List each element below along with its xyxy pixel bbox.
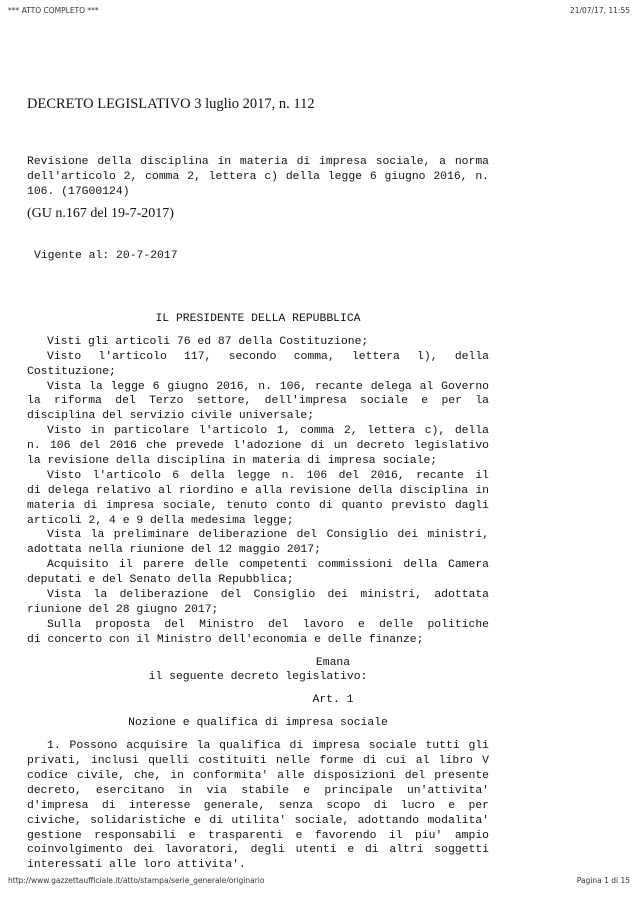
spacer	[27, 708, 489, 716]
premise-line: Visto l'articolo 117, secondo comma, lettera l), della	[47, 350, 489, 363]
decree-subtitle	[27, 155, 489, 200]
premise-line: di concerto con il Ministro dell'economia e delle finanze;	[27, 633, 424, 646]
premise-line: Vista la deliberazione del Consiglio dei ministri, adottata	[47, 589, 489, 602]
premise-line: la riforma del Terzo settore, dell'impresa sociale e per la	[27, 395, 489, 408]
premise-line: di delega relativo al riordino e alla revisione della disciplina in	[27, 484, 489, 497]
article-line: coinvolgimento dei lavoratori, degli utenti e di altri soggetti	[27, 844, 489, 857]
article-line: privati, inclusi quelli costituiti nelle forme di cui al libro V	[27, 755, 489, 768]
article-line: interessati alle loro attivita'.	[27, 859, 246, 872]
emana-label: Emana	[315, 656, 351, 669]
article-line: decreto, esercitano in via stabile e principale un'attivita'	[27, 784, 489, 797]
print-header-title: *** ATTO COMPLETO ***	[8, 6, 99, 15]
article-line: 1. Possono acquisire la qualifica di impresa sociale tutti gli	[47, 740, 489, 753]
gazette-reference: (GU n.167 del 19-7-2017)	[27, 206, 174, 221]
premise-line: articoli 2, 4 e 9 della medesima legge;	[27, 514, 294, 527]
article-paragraph	[27, 739, 489, 873]
spacer	[27, 731, 489, 739]
spacer	[27, 685, 489, 693]
article-line: gestione responsabili e trasparenti e favorendo il piu' ampio	[27, 829, 489, 842]
subtitle-line: 106. (17G00124)	[27, 185, 130, 198]
premise-line: Visto l'articolo 6 della legge n. 106 del 2016, recante il	[47, 469, 489, 482]
premise-line: Visto in particolare l'articolo 1, comma 2, lettera c), della	[47, 425, 489, 438]
article-line: civiche, solidaristiche e di utilita' sociale, adottando modalita'	[27, 814, 489, 827]
premise-line: Sulla proposta del Ministro del lavoro e delle politiche	[47, 618, 489, 631]
premise-line: Vista la preliminare deliberazione del Consiglio dei ministri,	[47, 529, 489, 542]
premises-block	[27, 335, 489, 648]
premise-line: Vista la legge 6 giugno 2016, n. 106, recante delega al Governo	[47, 380, 489, 393]
premise-line: riunione del 28 giugno 2017;	[27, 603, 219, 616]
premise-line: materia di impresa sociale, tenuto conto di quanto previsto dagli	[27, 499, 489, 512]
article-line: codice civile, che, in conformita' alle disposizioni del presente	[27, 769, 489, 782]
subtitle-line: Revisione della disciplina in materia di impresa sociale, a norma	[27, 156, 489, 168]
premise-line: adottata nella riunione del 12 maggio 2017;	[27, 544, 321, 557]
document-title: DECRETO LEGISLATIVO 3 luglio 2017, n. 112	[27, 96, 315, 112]
decree-body	[27, 312, 489, 873]
article-heading: Nozione e qualifica di impresa sociale	[128, 717, 388, 730]
in-force-date: Vigente al: 20-7-2017	[34, 250, 178, 262]
decree-follows-label: il seguente decreto legislativo:	[148, 671, 368, 684]
footer-url: http://www.gazzettaufficiale.it/atto/stampa/serie_generale/originario	[8, 876, 265, 885]
subtitle-line: dell'articolo 2, comma 2, lettera c) della legge 6 giugno 2016, n.	[27, 170, 489, 183]
premise-line: Visti gli articoli 76 ed 87 della Costituzione;	[47, 335, 369, 348]
article-line: d'impresa di interesse generale, senza scopo di lucro e per	[27, 799, 489, 812]
president-heading: IL PRESIDENTE DELLA REPUBBLICA	[155, 313, 361, 325]
premise-line: la revisione della disciplina in materia di impresa sociale;	[27, 455, 438, 468]
premise-line: deputati e del Senato della Repubblica;	[27, 574, 294, 587]
spacer	[27, 648, 489, 656]
footer-page-number: Pagina 1 di 15	[576, 876, 630, 885]
premise-line: n. 106 del 2016 che prevede l'adozione di un decreto legislativo	[27, 440, 489, 453]
print-header-timestamp: 21/07/17, 11:55	[569, 6, 630, 15]
article-label: Art. 1	[312, 694, 354, 707]
premise-line: Costituzione;	[27, 365, 116, 378]
premise-line: disciplina del servizio civile universale;	[27, 410, 315, 423]
premise-line: Acquisito il parere delle competenti commissioni della Camera	[47, 559, 489, 572]
spacer	[27, 327, 489, 335]
